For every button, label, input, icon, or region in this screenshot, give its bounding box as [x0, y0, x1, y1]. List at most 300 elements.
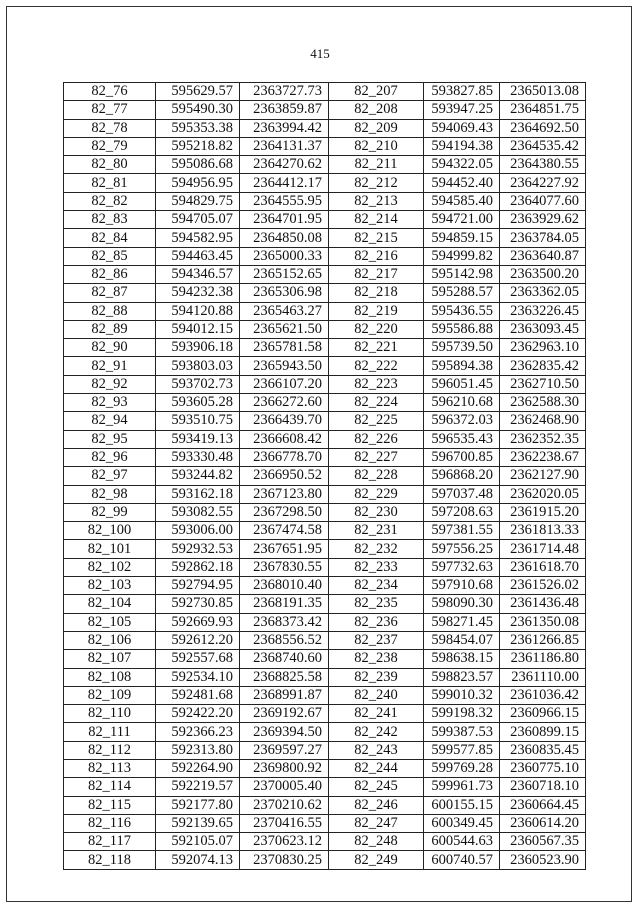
- point-id-left: 82_117: [64, 833, 156, 851]
- point-id-right: 82_222: [329, 357, 424, 375]
- point-id-right: 82_218: [329, 284, 424, 302]
- x-right: 595739.50: [424, 339, 500, 357]
- y-left: 2367830.55: [240, 558, 329, 576]
- table-row: [64, 302, 586, 320]
- x-left: 592105.07: [156, 833, 240, 851]
- y-right: 2362588.30: [500, 394, 586, 412]
- x-left: 594829.75: [156, 192, 240, 210]
- y-right: 2363362.05: [500, 284, 586, 302]
- x-left: 592264.90: [156, 759, 240, 777]
- table-row: [64, 339, 586, 357]
- y-right: 2362963.10: [500, 339, 586, 357]
- point-id-left: 82_76: [64, 83, 156, 101]
- table-row: [64, 833, 586, 851]
- x-left: 592074.13: [156, 851, 240, 869]
- y-right: 2362127.90: [500, 467, 586, 485]
- x-left: 594582.95: [156, 229, 240, 247]
- y-left: 2370416.55: [240, 814, 329, 832]
- table-row: [64, 284, 586, 302]
- point-id-right: 82_207: [329, 83, 424, 101]
- table-row: [64, 540, 586, 558]
- table-row: [64, 174, 586, 192]
- point-id-right: 82_240: [329, 686, 424, 704]
- table-row: [64, 265, 586, 283]
- x-left: 592366.23: [156, 723, 240, 741]
- x-right: 597732.63: [424, 558, 500, 576]
- table-row: [64, 650, 586, 668]
- y-right: 2361813.33: [500, 522, 586, 540]
- x-left: 592557.68: [156, 650, 240, 668]
- x-right: 596372.03: [424, 412, 500, 430]
- x-left: 592313.80: [156, 741, 240, 759]
- point-id-left: 82_103: [64, 577, 156, 595]
- x-left: 593244.82: [156, 467, 240, 485]
- y-right: 2361436.48: [500, 595, 586, 613]
- x-right: 596868.20: [424, 467, 500, 485]
- x-right: 597381.55: [424, 522, 500, 540]
- y-right: 2361618.70: [500, 558, 586, 576]
- point-id-left: 82_101: [64, 540, 156, 558]
- y-left: 2367651.95: [240, 540, 329, 558]
- x-left: 592669.93: [156, 613, 240, 631]
- point-id-right: 82_248: [329, 833, 424, 851]
- x-right: 599387.53: [424, 723, 500, 741]
- x-right: 600349.45: [424, 814, 500, 832]
- point-id-left: 82_112: [64, 741, 156, 759]
- point-id-left: 82_82: [64, 192, 156, 210]
- x-right: 598823.57: [424, 668, 500, 686]
- x-left: 592219.57: [156, 778, 240, 796]
- x-right: 597037.48: [424, 485, 500, 503]
- table-row: [64, 211, 586, 229]
- y-left: 2365152.65: [240, 265, 329, 283]
- point-id-left: 82_98: [64, 485, 156, 503]
- point-id-right: 82_219: [329, 302, 424, 320]
- point-id-left: 82_110: [64, 705, 156, 723]
- x-left: 593605.28: [156, 394, 240, 412]
- y-right: 2363226.45: [500, 302, 586, 320]
- x-right: 593827.85: [424, 83, 500, 101]
- x-right: 594859.15: [424, 229, 500, 247]
- y-left: 2368740.60: [240, 650, 329, 668]
- x-right: 595436.55: [424, 302, 500, 320]
- y-left: 2363859.87: [240, 101, 329, 119]
- y-right: 2360775.10: [500, 759, 586, 777]
- y-right: 2363784.05: [500, 229, 586, 247]
- point-id-right: 82_232: [329, 540, 424, 558]
- x-left: 594463.45: [156, 247, 240, 265]
- y-left: 2369394.50: [240, 723, 329, 741]
- x-left: 594346.57: [156, 265, 240, 283]
- x-right: 599961.73: [424, 778, 500, 796]
- y-left: 2367474.58: [240, 522, 329, 540]
- x-left: 592481.68: [156, 686, 240, 704]
- point-id-left: 82_107: [64, 650, 156, 668]
- point-id-right: 82_214: [329, 211, 424, 229]
- y-right: 2365013.08: [500, 83, 586, 101]
- x-left: 595218.82: [156, 137, 240, 155]
- y-left: 2365000.33: [240, 247, 329, 265]
- table-row: [64, 595, 586, 613]
- point-id-left: 82_84: [64, 229, 156, 247]
- x-right: 598638.15: [424, 650, 500, 668]
- table-row: [64, 577, 586, 595]
- y-left: 2368556.52: [240, 631, 329, 649]
- y-right: 2364851.75: [500, 101, 586, 119]
- x-left: 595629.57: [156, 83, 240, 101]
- y-right: 2360966.15: [500, 705, 586, 723]
- point-id-left: 82_96: [64, 448, 156, 466]
- point-id-left: 82_105: [64, 613, 156, 631]
- y-left: 2366608.42: [240, 430, 329, 448]
- table-row: [64, 467, 586, 485]
- y-left: 2365943.50: [240, 357, 329, 375]
- x-right: 595288.57: [424, 284, 500, 302]
- point-id-left: 82_106: [64, 631, 156, 649]
- table-row: [64, 448, 586, 466]
- y-right: 2360523.90: [500, 851, 586, 869]
- x-left: 593510.75: [156, 412, 240, 430]
- x-left: 593906.18: [156, 339, 240, 357]
- y-left: 2366107.20: [240, 375, 329, 393]
- y-left: 2368373.42: [240, 613, 329, 631]
- point-id-left: 82_94: [64, 412, 156, 430]
- y-left: 2364131.37: [240, 137, 329, 155]
- x-left: 594120.88: [156, 302, 240, 320]
- x-left: 593702.73: [156, 375, 240, 393]
- y-right: 2360614.20: [500, 814, 586, 832]
- x-left: 593006.00: [156, 522, 240, 540]
- x-left: 593082.55: [156, 503, 240, 521]
- table-row: [64, 759, 586, 777]
- x-left: 594232.38: [156, 284, 240, 302]
- x-left: 595086.68: [156, 156, 240, 174]
- point-id-left: 82_88: [64, 302, 156, 320]
- x-left: 593162.18: [156, 485, 240, 503]
- point-id-right: 82_233: [329, 558, 424, 576]
- x-right: 594452.40: [424, 174, 500, 192]
- x-right: 597910.68: [424, 577, 500, 595]
- x-right: 597208.63: [424, 503, 500, 521]
- x-right: 594069.43: [424, 119, 500, 137]
- point-id-left: 82_93: [64, 394, 156, 412]
- y-left: 2365463.27: [240, 302, 329, 320]
- point-id-right: 82_215: [329, 229, 424, 247]
- x-left: 595490.30: [156, 101, 240, 119]
- table-row: [64, 668, 586, 686]
- x-right: 599769.28: [424, 759, 500, 777]
- point-id-left: 82_80: [64, 156, 156, 174]
- point-id-right: 82_245: [329, 778, 424, 796]
- point-id-right: 82_238: [329, 650, 424, 668]
- table-row: [64, 101, 586, 119]
- y-right: 2363500.20: [500, 265, 586, 283]
- point-id-left: 82_100: [64, 522, 156, 540]
- table-row: [64, 247, 586, 265]
- table-row: [64, 229, 586, 247]
- x-right: 598454.07: [424, 631, 500, 649]
- table-row: [64, 796, 586, 814]
- point-id-left: 82_86: [64, 265, 156, 283]
- point-id-left: 82_78: [64, 119, 156, 137]
- point-id-right: 82_224: [329, 394, 424, 412]
- point-id-right: 82_223: [329, 375, 424, 393]
- table-row: [64, 613, 586, 631]
- x-right: 600155.15: [424, 796, 500, 814]
- x-left: 594705.07: [156, 211, 240, 229]
- y-left: 2364412.17: [240, 174, 329, 192]
- x-left: 594012.15: [156, 320, 240, 338]
- y-left: 2367298.50: [240, 503, 329, 521]
- table-row: [64, 83, 586, 101]
- point-id-right: 82_221: [329, 339, 424, 357]
- point-id-left: 82_79: [64, 137, 156, 155]
- y-left: 2370623.12: [240, 833, 329, 851]
- point-id-left: 82_77: [64, 101, 156, 119]
- y-right: 2360718.10: [500, 778, 586, 796]
- table-row: [64, 137, 586, 155]
- y-right: 2363929.62: [500, 211, 586, 229]
- x-left: 593330.48: [156, 448, 240, 466]
- y-left: 2368825.58: [240, 668, 329, 686]
- table-row: [64, 412, 586, 430]
- x-right: 595142.98: [424, 265, 500, 283]
- point-id-left: 82_92: [64, 375, 156, 393]
- y-left: 2364701.95: [240, 211, 329, 229]
- point-id-left: 82_95: [64, 430, 156, 448]
- table-row: [64, 778, 586, 796]
- x-right: 598090.30: [424, 595, 500, 613]
- y-right: 2361915.20: [500, 503, 586, 521]
- y-right: 2360664.45: [500, 796, 586, 814]
- point-id-left: 82_99: [64, 503, 156, 521]
- table-row: [64, 851, 586, 869]
- point-id-left: 82_83: [64, 211, 156, 229]
- table-row: [64, 394, 586, 412]
- x-left: 592534.10: [156, 668, 240, 686]
- y-right: 2363640.87: [500, 247, 586, 265]
- x-right: 595586.88: [424, 320, 500, 338]
- y-left: 2369800.92: [240, 759, 329, 777]
- y-right: 2362468.90: [500, 412, 586, 430]
- point-id-left: 82_90: [64, 339, 156, 357]
- y-right: 2360899.15: [500, 723, 586, 741]
- x-right: 594585.40: [424, 192, 500, 210]
- point-id-left: 82_102: [64, 558, 156, 576]
- x-left: 592139.65: [156, 814, 240, 832]
- table-row: [64, 741, 586, 759]
- coordinates-table-body: [64, 83, 586, 870]
- point-id-left: 82_115: [64, 796, 156, 814]
- x-left: 592932.53: [156, 540, 240, 558]
- x-right: 594194.38: [424, 137, 500, 155]
- x-right: 594322.05: [424, 156, 500, 174]
- table-row: [64, 192, 586, 210]
- x-right: 594999.82: [424, 247, 500, 265]
- x-right: 600544.63: [424, 833, 500, 851]
- y-right: 2364227.92: [500, 174, 586, 192]
- y-right: 2364380.55: [500, 156, 586, 174]
- point-id-left: 82_81: [64, 174, 156, 192]
- point-id-right: 82_208: [329, 101, 424, 119]
- x-right: 593947.25: [424, 101, 500, 119]
- x-right: 596051.45: [424, 375, 500, 393]
- point-id-left: 82_113: [64, 759, 156, 777]
- x-left: 593803.03: [156, 357, 240, 375]
- point-id-left: 82_111: [64, 723, 156, 741]
- table-row: [64, 430, 586, 448]
- point-id-right: 82_230: [329, 503, 424, 521]
- y-right: 2361110.00: [500, 668, 586, 686]
- x-right: 596535.43: [424, 430, 500, 448]
- point-id-left: 82_89: [64, 320, 156, 338]
- page-number: 415: [310, 46, 330, 61]
- y-right: 2361036.42: [500, 686, 586, 704]
- y-left: 2368010.40: [240, 577, 329, 595]
- point-id-right: 82_213: [329, 192, 424, 210]
- y-right: 2362238.67: [500, 448, 586, 466]
- y-left: 2365781.58: [240, 339, 329, 357]
- y-right: 2362020.05: [500, 485, 586, 503]
- y-left: 2369597.27: [240, 741, 329, 759]
- y-left: 2364850.08: [240, 229, 329, 247]
- point-id-right: 82_249: [329, 851, 424, 869]
- table-row: [64, 705, 586, 723]
- point-id-right: 82_241: [329, 705, 424, 723]
- y-right: 2361186.80: [500, 650, 586, 668]
- point-id-right: 82_210: [329, 137, 424, 155]
- point-id-right: 82_226: [329, 430, 424, 448]
- x-left: 593419.13: [156, 430, 240, 448]
- point-id-left: 82_91: [64, 357, 156, 375]
- table-row: [64, 686, 586, 704]
- y-left: 2365621.50: [240, 320, 329, 338]
- point-id-right: 82_247: [329, 814, 424, 832]
- y-left: 2363994.42: [240, 119, 329, 137]
- point-id-left: 82_118: [64, 851, 156, 869]
- table-row: [64, 814, 586, 832]
- point-id-right: 82_239: [329, 668, 424, 686]
- x-left: 592612.20: [156, 631, 240, 649]
- y-left: 2366439.70: [240, 412, 329, 430]
- y-left: 2366778.70: [240, 448, 329, 466]
- y-left: 2370005.40: [240, 778, 329, 796]
- x-right: 595894.38: [424, 357, 500, 375]
- x-right: 599198.32: [424, 705, 500, 723]
- point-id-left: 82_97: [64, 467, 156, 485]
- table-row: [64, 723, 586, 741]
- x-right: 599577.85: [424, 741, 500, 759]
- y-right: 2361714.48: [500, 540, 586, 558]
- x-right: 599010.32: [424, 686, 500, 704]
- table-row: [64, 485, 586, 503]
- x-left: 592422.20: [156, 705, 240, 723]
- y-left: 2364270.62: [240, 156, 329, 174]
- table-row: [64, 503, 586, 521]
- y-left: 2363727.73: [240, 83, 329, 101]
- point-id-left: 82_87: [64, 284, 156, 302]
- y-right: 2361266.85: [500, 631, 586, 649]
- point-id-right: 82_236: [329, 613, 424, 631]
- y-left: 2368991.87: [240, 686, 329, 704]
- x-left: 592794.95: [156, 577, 240, 595]
- point-id-right: 82_209: [329, 119, 424, 137]
- table-row: [64, 357, 586, 375]
- y-left: 2364555.95: [240, 192, 329, 210]
- x-right: 597556.25: [424, 540, 500, 558]
- y-right: 2360835.45: [500, 741, 586, 759]
- point-id-right: 82_237: [329, 631, 424, 649]
- x-right: 594721.00: [424, 211, 500, 229]
- point-id-right: 82_227: [329, 448, 424, 466]
- y-right: 2361526.02: [500, 577, 586, 595]
- x-left: 592177.80: [156, 796, 240, 814]
- point-id-left: 82_108: [64, 668, 156, 686]
- point-id-right: 82_228: [329, 467, 424, 485]
- y-right: 2361350.08: [500, 613, 586, 631]
- y-left: 2369192.67: [240, 705, 329, 723]
- point-id-right: 82_244: [329, 759, 424, 777]
- point-id-right: 82_229: [329, 485, 424, 503]
- point-id-right: 82_216: [329, 247, 424, 265]
- x-left: 595353.38: [156, 119, 240, 137]
- table-row: [64, 522, 586, 540]
- point-id-left: 82_114: [64, 778, 156, 796]
- x-right: 598271.45: [424, 613, 500, 631]
- table-row: [64, 375, 586, 393]
- table-row: [64, 320, 586, 338]
- point-id-right: 82_231: [329, 522, 424, 540]
- point-id-right: 82_225: [329, 412, 424, 430]
- y-left: 2366272.60: [240, 394, 329, 412]
- table-row: [64, 119, 586, 137]
- point-id-left: 82_85: [64, 247, 156, 265]
- table-row: [64, 631, 586, 649]
- y-right: 2360567.35: [500, 833, 586, 851]
- point-id-right: 82_242: [329, 723, 424, 741]
- point-id-right: 82_243: [329, 741, 424, 759]
- table-row: [64, 156, 586, 174]
- y-right: 2362352.35: [500, 430, 586, 448]
- x-right: 596210.68: [424, 394, 500, 412]
- y-left: 2370830.25: [240, 851, 329, 869]
- x-left: 592730.85: [156, 595, 240, 613]
- point-id-right: 82_217: [329, 265, 424, 283]
- y-right: 2364535.42: [500, 137, 586, 155]
- x-left: 594956.95: [156, 174, 240, 192]
- y-left: 2365306.98: [240, 284, 329, 302]
- y-right: 2363093.45: [500, 320, 586, 338]
- y-left: 2368191.35: [240, 595, 329, 613]
- x-left: 592862.18: [156, 558, 240, 576]
- y-right: 2362835.42: [500, 357, 586, 375]
- point-id-left: 82_109: [64, 686, 156, 704]
- point-id-right: 82_235: [329, 595, 424, 613]
- table-row: [64, 558, 586, 576]
- x-right: 596700.85: [424, 448, 500, 466]
- y-left: 2370210.62: [240, 796, 329, 814]
- point-id-right: 82_220: [329, 320, 424, 338]
- y-right: 2362710.50: [500, 375, 586, 393]
- point-id-right: 82_211: [329, 156, 424, 174]
- y-right: 2364077.60: [500, 192, 586, 210]
- y-left: 2367123.80: [240, 485, 329, 503]
- y-left: 2366950.52: [240, 467, 329, 485]
- point-id-left: 82_116: [64, 814, 156, 832]
- x-right: 600740.57: [424, 851, 500, 869]
- point-id-right: 82_212: [329, 174, 424, 192]
- point-id-right: 82_234: [329, 577, 424, 595]
